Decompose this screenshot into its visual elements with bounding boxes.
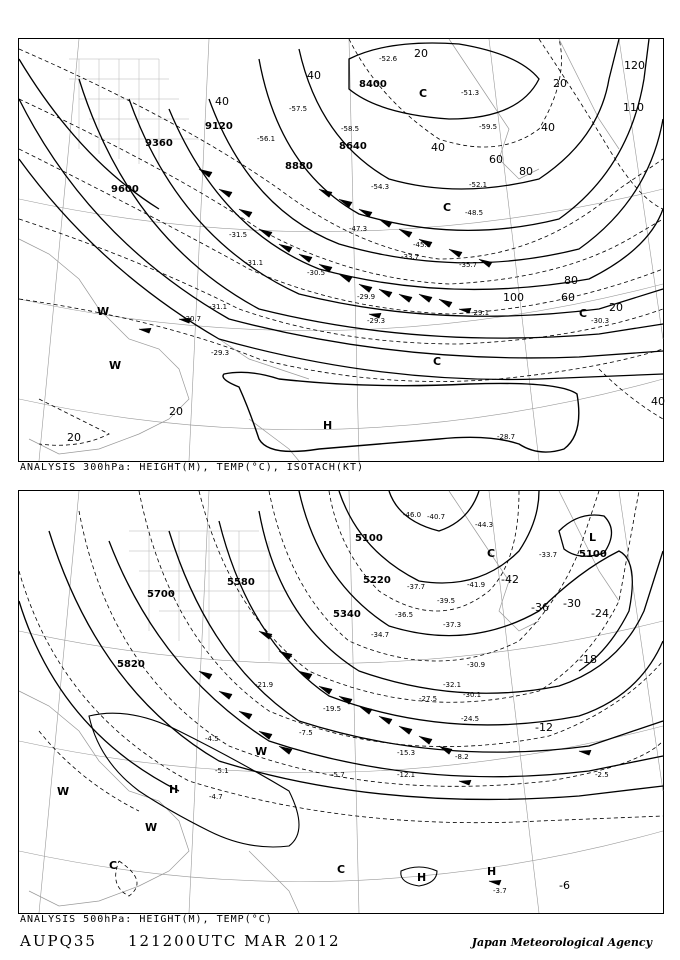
height-labels xyxy=(111,79,390,195)
height-label: 5580 xyxy=(227,577,255,588)
high-pressure-mark: H xyxy=(417,871,427,884)
coastlines xyxy=(19,491,619,913)
station-temp: -40.7 xyxy=(427,513,446,521)
temp-label: -30.7 xyxy=(183,315,202,323)
temp-label: -30.5 xyxy=(307,269,326,277)
isotherm-label: -36 xyxy=(531,601,549,614)
wind-barbs xyxy=(199,631,591,885)
station-temp: -2.5 xyxy=(595,771,609,779)
warm-center-mark: W xyxy=(109,359,122,372)
low-pressure-mark: L xyxy=(589,531,597,544)
temp-label: -45.3 xyxy=(413,241,432,249)
temp-label: -51.3 xyxy=(461,89,480,97)
isotach-label: 60 xyxy=(561,291,575,304)
station-temp: -4.5 xyxy=(205,735,219,743)
height-label: 5700 xyxy=(147,589,175,600)
high-pressure-contour xyxy=(223,372,579,452)
isotach-label: 20 xyxy=(169,405,183,418)
map-panel-500hpa xyxy=(18,490,664,914)
height-label: 9120 xyxy=(205,121,233,132)
height-label: 5340 xyxy=(333,609,361,620)
map-panel-300hpa xyxy=(18,38,664,462)
station-temp: -37.3 xyxy=(443,621,462,629)
station-temp: -30.1 xyxy=(463,691,482,699)
isotach-label: 40 xyxy=(431,141,445,154)
height-label: 5100 xyxy=(355,533,383,544)
station-temp: -30.9 xyxy=(467,661,486,669)
chart-valid-time: 121200UTC MAR 2012 xyxy=(128,932,341,950)
isotherm-lines xyxy=(19,491,663,896)
station-temp: -27.5 xyxy=(419,695,438,703)
isotach-label: 110 xyxy=(623,101,644,114)
temp-label: -58.5 xyxy=(341,125,360,133)
station-temp: -15.3 xyxy=(397,749,416,757)
isotach-label: 40 xyxy=(307,69,321,82)
station-temp: -46.0 xyxy=(403,511,422,519)
station-temp: -33.7 xyxy=(539,551,558,559)
cold-center-mark: C xyxy=(433,355,442,368)
isotach-label: 100 xyxy=(503,291,524,304)
height-label: 5100 xyxy=(579,549,607,560)
temp-labels xyxy=(183,55,609,441)
temp-label: -52.6 xyxy=(379,55,398,63)
chart-code: AUPQ35 xyxy=(20,932,97,950)
height-contours xyxy=(19,491,663,799)
isotach-label: 40 xyxy=(541,121,555,134)
cold-center-mark: C xyxy=(109,859,118,872)
station-temp: -8.2 xyxy=(455,753,469,761)
high-pressure-mark: H xyxy=(169,783,179,796)
station-temp: -4.7 xyxy=(209,793,223,801)
temp-label: -35.7 xyxy=(459,261,478,269)
station-temp: -37.7 xyxy=(407,583,426,591)
temp-label: -48.5 xyxy=(465,209,484,217)
temp-label: -47.3 xyxy=(349,225,368,233)
station-temp: -19.5 xyxy=(323,705,342,713)
temp-label: -29.3 xyxy=(367,317,386,325)
cold-center-mark: C xyxy=(443,201,452,214)
station-temp: -5.1 xyxy=(215,767,229,775)
isotherm-label: -42 xyxy=(501,573,519,586)
temp-label: -31.5 xyxy=(229,231,248,239)
isotherm-label: -24 xyxy=(591,607,609,620)
station-temp: -24.5 xyxy=(461,715,480,723)
temp-label: -29.9 xyxy=(357,293,376,301)
height-label: 8640 xyxy=(339,141,367,152)
height-label: 5820 xyxy=(117,659,145,670)
station-temp: -7.5 xyxy=(299,729,313,737)
temp-label: -59.5 xyxy=(479,123,498,131)
graticule xyxy=(19,491,663,913)
map-500hpa-canvas xyxy=(19,491,663,913)
isotherm-label: -30 xyxy=(563,597,581,610)
coastlines xyxy=(19,39,619,461)
high-pressure-mark: H xyxy=(487,865,497,878)
cold-center-mark: C xyxy=(337,863,346,876)
temp-label: -33.7 xyxy=(401,253,420,261)
isotherm-label: -12 xyxy=(535,721,553,734)
station-temp: -36.5 xyxy=(395,611,414,619)
station-temp: -44.3 xyxy=(475,521,494,529)
isotherm-label: -18 xyxy=(579,653,597,666)
isotach-label: 40 xyxy=(215,95,229,108)
temp-label: -31.1 xyxy=(209,303,228,311)
height-label: 5220 xyxy=(363,575,391,586)
high-pressure-mark: H xyxy=(323,419,333,432)
isotach-label: 80 xyxy=(519,165,533,178)
isotach-label: 20 xyxy=(414,47,428,60)
temp-label: -52.1 xyxy=(469,181,488,189)
wind-barbs xyxy=(139,169,492,333)
isotach-label: 40 xyxy=(651,395,665,408)
warm-center-mark: W xyxy=(255,745,268,758)
height-label: 9360 xyxy=(145,138,173,149)
isotach-label: 20 xyxy=(67,431,81,444)
height-label: 9600 xyxy=(111,184,139,195)
graticule xyxy=(19,39,663,461)
isotherm-label: -6 xyxy=(559,879,570,892)
temp-label: -56.1 xyxy=(257,135,276,143)
isotach-label: 20 xyxy=(553,77,567,90)
temp-label: -30.3 xyxy=(591,317,610,325)
station-temp: -3.7 xyxy=(493,887,507,895)
isotherm-labels xyxy=(501,573,609,892)
station-temp: -32.1 xyxy=(443,681,462,689)
isotach-label: 80 xyxy=(564,274,578,287)
temp-label: -29.3 xyxy=(211,349,230,357)
temp-label: -28.7 xyxy=(497,433,516,441)
temp-label: -29.1 xyxy=(471,309,490,317)
station-temp: -39.5 xyxy=(437,597,456,605)
caption-500hpa: ANALYSIS 500hPa: HEIGHT(M), TEMP(°C) xyxy=(20,914,273,925)
temp-label: -54.3 xyxy=(371,183,390,191)
caption-300hpa: ANALYSIS 300hPa: HEIGHT(M), TEMP(°C), ISOTACH(KT) xyxy=(20,462,365,473)
station-temp: -21.9 xyxy=(255,681,274,689)
temp-label: -31.1 xyxy=(245,259,264,267)
isotach-label: 20 xyxy=(609,301,623,314)
warm-center-mark: W xyxy=(145,821,158,834)
cold-center-mark: C xyxy=(487,547,496,560)
station-temp: -41.9 xyxy=(467,581,486,589)
cold-center-mark: C xyxy=(419,87,428,100)
map-300hpa-canvas xyxy=(19,39,663,461)
warm-center-mark: W xyxy=(57,785,70,798)
height-label: 8880 xyxy=(285,161,313,172)
isotach-label: 60 xyxy=(489,153,503,166)
station-temp: -12.1 xyxy=(397,771,416,779)
cold-center-mark: C xyxy=(579,307,588,320)
isotach-label: 120 xyxy=(624,59,645,72)
station-temp: -34.7 xyxy=(371,631,390,639)
station-temps xyxy=(205,511,609,895)
height-label: 8400 xyxy=(359,79,387,90)
temp-label: -57.5 xyxy=(289,105,308,113)
agency-name: Japan Meteorological Agency xyxy=(471,936,652,949)
station-temp: -5.7 xyxy=(331,771,345,779)
warm-center-mark: W xyxy=(97,305,110,318)
